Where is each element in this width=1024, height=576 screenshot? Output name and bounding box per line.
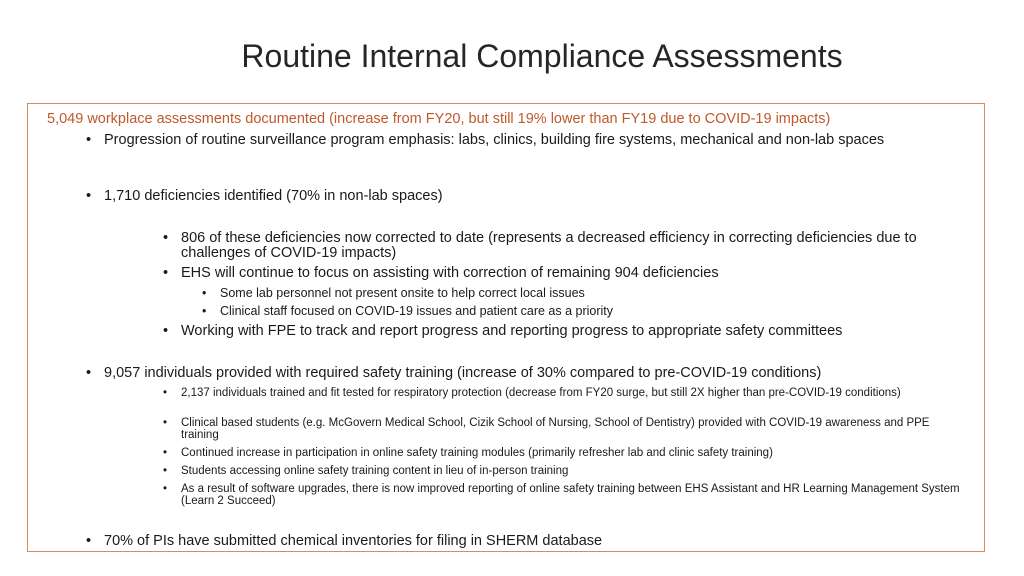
bullet-online-students: • Students accessing online safety training content in lieu of in-person training <box>181 465 961 477</box>
bullet-training: • 9,057 individuals provided with required safety training (increase of 30% compared to pre-COVID-19 conditions) <box>104 366 954 381</box>
bullet-lab-personnel: • Some lab personnel not present onsite to help correct local issues <box>220 287 920 300</box>
bullet-inventories: • 70% of PIs have submitted chemical inventories for filing in SHERM database <box>104 534 954 549</box>
bullet-fpe: • Working with FPE to track and report progress and reporting progress to appropriate safety committees <box>181 324 956 339</box>
bullet-progression: • Progression of routine surveillance program emphasis: labs, clinics, building fire systems, mechanical and non-lab spaces <box>104 133 954 148</box>
bullet-deficiencies: • 1,710 deficiencies identified (70% in non-lab spaces) <box>104 189 954 204</box>
slide-title: Routine Internal Compliance Assessments <box>241 38 843 74</box>
bullet-online-increase: • Continued increase in participation in online safety training modules (primarily refresher lab and clinic safety training) <box>181 447 961 459</box>
bullet-software: • As a result of software upgrades, there is now improved reporting of online safety training between EHS Assistant and HR Learning Management System (Learn 2 Succeed) <box>181 483 961 507</box>
bullet-corrected: • 806 of these deficiencies now corrected to date (represents a decreased efficiency in correcting deficiencies due to challenges of COVID-19 impacts) <box>181 231 956 261</box>
assessments-heading: 5,049 workplace assessments documented (increase from FY20, but still 19% lower than FY19 due to COVID-19 impacts) <box>47 111 831 127</box>
bullet-clinical-staff: • Clinical staff focused on COVID-19 issues and patient care as a priority <box>220 305 920 318</box>
bullet-clinical-students: • Clinical based students (e.g. McGovern Medical School, Cizik School of Nursing, School of Dentistry) provided with COVID-19 awareness and PPE training <box>181 417 961 441</box>
bullet-fit-tested: • 2,137 individuals trained and fit tested for respiratory protection (decrease from FY20 surge, but still 2X higher than pre-COVID-19 conditions) <box>181 387 961 399</box>
bullet-ehs-focus: • EHS will continue to focus on assisting with correction of remaining 904 deficiencies <box>181 266 956 281</box>
